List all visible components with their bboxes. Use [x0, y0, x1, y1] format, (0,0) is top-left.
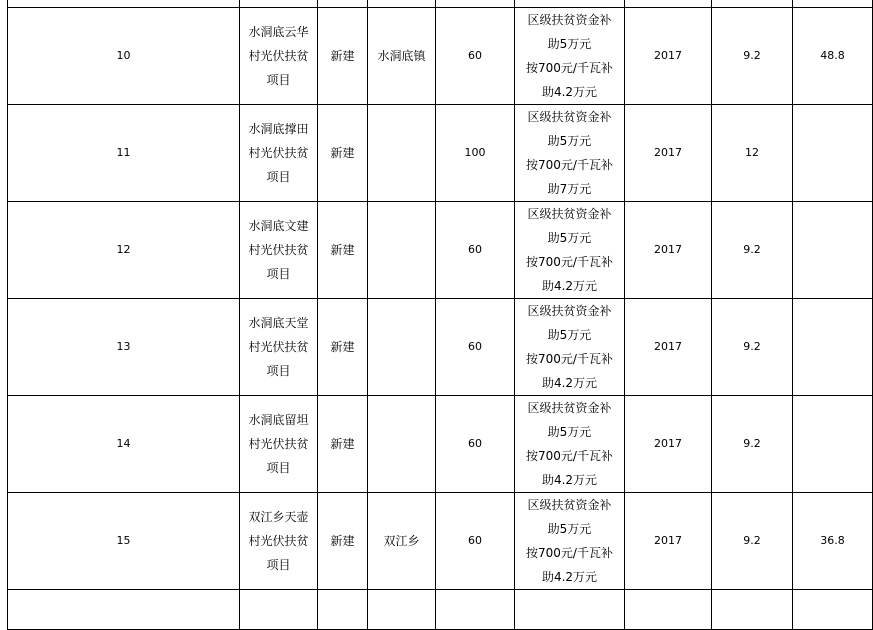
capacity-cell: 60 — [436, 202, 515, 299]
funding-cell: 区级扶贫资金补 助5万元 按700元/千瓦补 助4.2万元 — [515, 493, 625, 590]
town-cell — [368, 299, 436, 396]
project-cell — [240, 0, 318, 8]
funding-cell: 区级扶贫资金补 助5万元 按700元/千瓦补 助7万元 — [515, 105, 625, 202]
town-cell: 水洞底镇 — [368, 8, 436, 105]
funding-cell — [515, 0, 625, 8]
total-cell — [793, 396, 873, 493]
project-table — [7, 0, 873, 630]
type-cell: 新建 — [318, 493, 368, 590]
capacity-cell: 60 — [436, 299, 515, 396]
town-cell — [368, 0, 436, 8]
town-cell — [368, 590, 436, 630]
funding-cell: 区级扶贫资金补 助5万元 按700元/千瓦补 助4.2万元 — [515, 202, 625, 299]
total-cell: 48.8 — [793, 8, 873, 105]
total-cell: 36.8 — [793, 493, 873, 590]
no-cell: 11 — [8, 105, 240, 202]
table-row — [8, 396, 873, 493]
capacity-cell: 100 — [436, 105, 515, 202]
no-cell: 12 — [8, 202, 240, 299]
project-cell: 水洞底文建 村光伏扶贫 项目 — [240, 202, 318, 299]
funding-cell: 区级扶贫资金补 助5万元 按700元/千瓦补 助4.2万元 — [515, 299, 625, 396]
no-cell: 10 — [8, 8, 240, 105]
type-cell: 新建 — [318, 105, 368, 202]
capacity-cell: 60 — [436, 8, 515, 105]
funding-cell: 区级扶贫资金补 助5万元 按700元/千瓦补 助4.2万元 — [515, 396, 625, 493]
capacity-cell — [436, 0, 515, 8]
table-row — [8, 299, 873, 396]
year-cell — [625, 590, 712, 630]
no-cell — [8, 0, 240, 8]
total-cell — [793, 0, 873, 8]
project-cell — [240, 590, 318, 630]
amount-cell — [712, 0, 793, 8]
total-cell — [793, 202, 873, 299]
table-row — [8, 105, 873, 202]
town-cell — [368, 202, 436, 299]
year-cell: 2017 — [625, 202, 712, 299]
table-row-previous — [8, 0, 873, 8]
funding-cell: 区级扶贫资金补 助5万元 按700元/千瓦补 助4.2万元 — [515, 8, 625, 105]
type-cell: 新建 — [318, 8, 368, 105]
amount-cell: 9.2 — [712, 493, 793, 590]
type-cell: 新建 — [318, 396, 368, 493]
type-cell — [318, 0, 368, 8]
table-row-next — [8, 590, 873, 630]
table-row — [8, 8, 873, 105]
amount-cell: 12 — [712, 105, 793, 202]
total-cell — [793, 105, 873, 202]
no-cell: 14 — [8, 396, 240, 493]
year-cell: 2017 — [625, 299, 712, 396]
year-cell: 2017 — [625, 396, 712, 493]
project-cell: 双江乡天壶 村光伏扶贫 项目 — [240, 493, 318, 590]
project-cell: 水洞底云华 村光伏扶贫 项目 — [240, 8, 318, 105]
capacity-cell: 60 — [436, 396, 515, 493]
no-cell: 13 — [8, 299, 240, 396]
type-cell: 新建 — [318, 202, 368, 299]
type-cell: 新建 — [318, 299, 368, 396]
funding-cell — [515, 590, 625, 630]
no-cell: 15 — [8, 493, 240, 590]
project-cell: 水洞底留坦 村光伏扶贫 项目 — [240, 396, 318, 493]
year-cell: 2017 — [625, 493, 712, 590]
total-cell — [793, 299, 873, 396]
town-cell: 双江乡 — [368, 493, 436, 590]
year-cell — [625, 0, 712, 8]
no-cell — [8, 590, 240, 630]
total-cell — [793, 590, 873, 630]
project-cell: 水洞底天堂 村光伏扶贫 项目 — [240, 299, 318, 396]
capacity-cell: 60 — [436, 493, 515, 590]
type-cell — [318, 590, 368, 630]
table-row — [8, 202, 873, 299]
capacity-cell — [436, 590, 515, 630]
table-row — [8, 493, 873, 590]
project-cell: 水洞底撑田 村光伏扶贫 项目 — [240, 105, 318, 202]
amount-cell: 9.2 — [712, 299, 793, 396]
amount-cell: 9.2 — [712, 396, 793, 493]
town-cell — [368, 396, 436, 493]
year-cell: 2017 — [625, 8, 712, 105]
amount-cell: 9.2 — [712, 202, 793, 299]
year-cell: 2017 — [625, 105, 712, 202]
amount-cell: 9.2 — [712, 8, 793, 105]
amount-cell — [712, 590, 793, 630]
town-cell — [368, 105, 436, 202]
